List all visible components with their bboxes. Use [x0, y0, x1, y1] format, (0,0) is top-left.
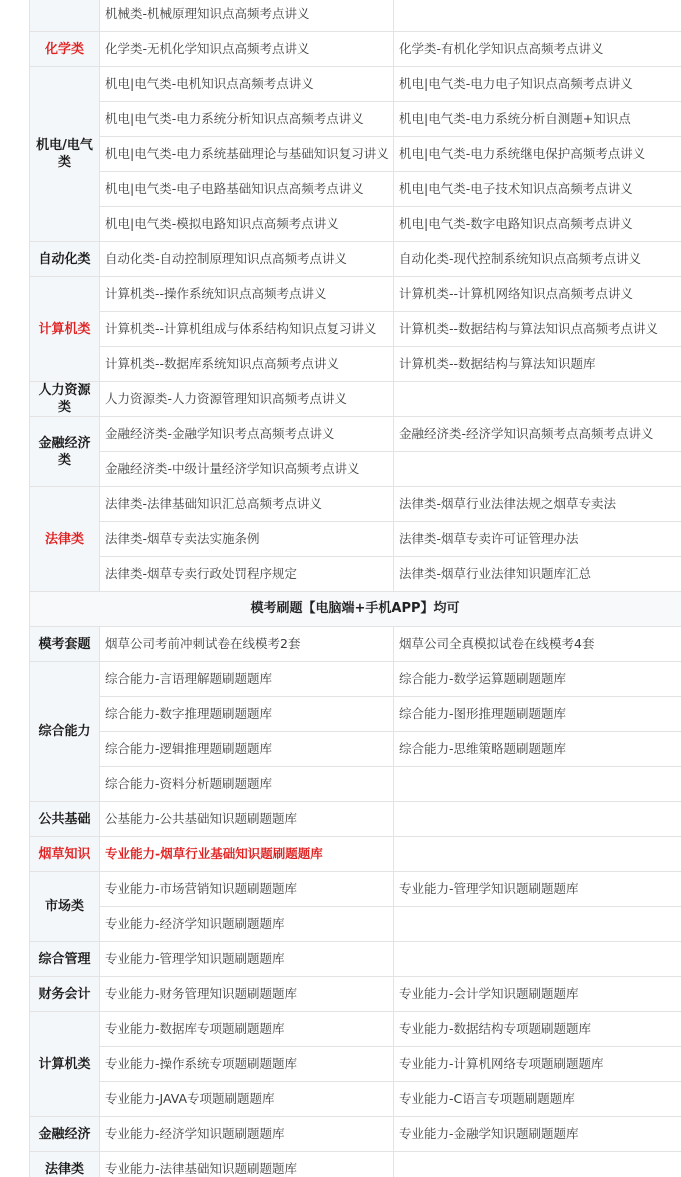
table-row [30, 697, 681, 732]
course-link[interactable]: 机电|电气类-电力系统分析自测题+知识点 [394, 102, 681, 137]
table-row [30, 452, 681, 487]
table-row [30, 207, 681, 242]
category-cell: 公共基础 [30, 802, 100, 837]
course-link[interactable]: 专业能力-管理学知识题刷题题库 [394, 872, 681, 907]
course-link[interactable]: 综合能力-数字推理题刷题题库 [100, 697, 394, 732]
table-row [30, 242, 681, 277]
course-link[interactable]: 法律类-烟草专卖法实施条例 [100, 522, 394, 557]
empty-cell [394, 942, 681, 977]
category-cell: 机电/电气类 [30, 67, 100, 242]
course-link[interactable]: 烟草公司全真模拟试卷在线模考4套 [394, 627, 681, 662]
course-link[interactable]: 综合能力-言语理解题刷题题库 [100, 662, 394, 697]
section-header-row [30, 592, 681, 627]
course-link[interactable]: 法律类-烟草专卖许可证管理办法 [394, 522, 681, 557]
course-link[interactable]: 专业能力-数据库专项题刷题题库 [100, 1012, 394, 1047]
category-cell: 模考套题 [30, 627, 100, 662]
category-cell: 人力资源类 [30, 382, 100, 417]
course-link[interactable]: 化学类-无机化学知识点高频考点讲义 [100, 32, 394, 67]
table-row [30, 1117, 681, 1152]
course-link[interactable]: 计算机类--数据库系统知识点高频考点讲义 [100, 347, 394, 382]
course-link[interactable]: 专业能力-财务管理知识题刷题题库 [100, 977, 394, 1012]
course-link[interactable]: 专业能力-法律基础知识题刷题题库 [100, 1152, 394, 1177]
table-row [30, 732, 681, 767]
table-row [30, 1012, 681, 1047]
course-link[interactable]: 综合能力-思维策略题刷题题库 [394, 732, 681, 767]
table-row [30, 137, 681, 172]
course-link[interactable]: 计算机类--操作系统知识点高频考点讲义 [100, 277, 394, 312]
course-link[interactable]: 金融经济类-经济学知识高频考点高频考点讲义 [394, 417, 681, 452]
course-link[interactable]: 专业能力-C语言专项题刷题题库 [394, 1082, 681, 1117]
course-link[interactable]: 法律类-烟草专卖行政处罚程序规定 [100, 557, 394, 592]
table-row [30, 67, 681, 102]
table-row [30, 977, 681, 1012]
category-cell: 法律类 [30, 1152, 100, 1177]
table-row [30, 1082, 681, 1117]
table-row [30, 487, 681, 522]
course-link[interactable]: 烟草公司考前冲刺试卷在线模考2套 [100, 627, 394, 662]
table-row [30, 662, 681, 697]
course-link[interactable]: 专业能力-经济学知识题刷题题库 [100, 1117, 394, 1152]
course-link[interactable]: 机电|电气类-电力系统基础理论与基础知识复习讲义 [100, 137, 394, 172]
course-link[interactable]: 综合能力-逻辑推理题刷题题库 [100, 732, 394, 767]
course-link[interactable]: 机电|电气类-电力系统继电保护高频考点讲义 [394, 137, 681, 172]
course-link[interactable]: 人力资源类-人力资源管理知识高频考点讲义 [100, 382, 394, 417]
course-link[interactable]: 化学类-有机化学知识点高频考点讲义 [394, 32, 681, 67]
course-link[interactable]: 机电|电气类-电力电子知识点高频考点讲义 [394, 67, 681, 102]
table-row [30, 767, 681, 802]
course-link[interactable]: 专业能力-烟草行业基础知识题刷题题库 [100, 837, 394, 872]
category-cell: 综合管理 [30, 942, 100, 977]
table-row [30, 1047, 681, 1082]
course-link[interactable]: 专业能力-计算机网络专项题刷题题库 [394, 1047, 681, 1082]
category-cell: 烟草知识 [30, 837, 100, 872]
course-link[interactable]: 金融经济类-中级计量经济学知识高频考点讲义 [100, 452, 394, 487]
table-row [30, 347, 681, 382]
course-link[interactable]: 计算机类--数据结构与算法知识题库 [394, 347, 681, 382]
category-cell: 计算机类 [30, 1012, 100, 1117]
course-link[interactable]: 机械类-机械原理知识点高频考点讲义 [100, 0, 394, 32]
table-row [30, 102, 681, 137]
category-cell: 财务会计 [30, 977, 100, 1012]
course-link[interactable]: 专业能力-操作系统专项题刷题题库 [100, 1047, 394, 1082]
empty-cell [394, 767, 681, 802]
empty-cell [394, 1152, 681, 1177]
table-row [30, 522, 681, 557]
table-row [30, 837, 681, 872]
empty-cell [394, 452, 681, 487]
section-title: 模考刷题【电脑端+手机APP】均可 [30, 592, 681, 627]
table-row [30, 907, 681, 942]
table-row [30, 872, 681, 907]
table-row [30, 802, 681, 837]
empty-cell [394, 802, 681, 837]
course-link[interactable]: 法律类-烟草行业法律知识题库汇总 [394, 557, 681, 592]
course-link[interactable]: 机电|电气类-电力系统分析知识点高频考点讲义 [100, 102, 394, 137]
course-link[interactable]: 公基能力-公共基础知识题刷题题库 [100, 802, 394, 837]
category-cell: 化学类 [30, 32, 100, 67]
category-cell: 金融经济类 [30, 417, 100, 487]
empty-cell [394, 907, 681, 942]
table-row [30, 627, 681, 662]
table-row [30, 277, 681, 312]
course-link[interactable]: 专业能力-市场营销知识题刷题题库 [100, 872, 394, 907]
category-cell [30, 0, 100, 32]
table-row [30, 32, 681, 67]
empty-cell [394, 837, 681, 872]
table-row [30, 382, 681, 417]
course-link[interactable]: 专业能力-数据结构专项题刷题题库 [394, 1012, 681, 1047]
category-cell: 法律类 [30, 487, 100, 592]
course-table [29, 0, 681, 1177]
category-cell: 计算机类 [30, 277, 100, 382]
course-link[interactable]: 综合能力-数学运算题刷题题库 [394, 662, 681, 697]
course-link[interactable]: 计算机类--计算机组成与体系结构知识点复习讲义 [100, 312, 394, 347]
course-link[interactable]: 机电|电气类-模拟电路知识点高频考点讲义 [100, 207, 394, 242]
category-cell: 市场类 [30, 872, 100, 942]
course-link[interactable]: 综合能力-图形推理题刷题题库 [394, 697, 681, 732]
course-link[interactable]: 机电|电气类-电子技术知识点高频考点讲义 [394, 172, 681, 207]
category-cell: 自动化类 [30, 242, 100, 277]
course-link[interactable]: 专业能力-管理学知识题刷题题库 [100, 942, 394, 977]
empty-cell [394, 382, 681, 417]
course-link[interactable]: 专业能力-金融学知识题刷题题库 [394, 1117, 681, 1152]
course-link[interactable]: 专业能力-JAVA专项题刷题题库 [100, 1082, 394, 1117]
course-link[interactable]: 机电|电气类-数字电路知识点高频考点讲义 [394, 207, 681, 242]
course-link[interactable]: 机电|电气类-电子电路基础知识点高频考点讲义 [100, 172, 394, 207]
table-row [30, 417, 681, 452]
course-link[interactable]: 专业能力-会计学知识题刷题题库 [394, 977, 681, 1012]
table-row [30, 557, 681, 592]
table-row [30, 1152, 681, 1177]
empty-cell [394, 0, 681, 32]
category-cell: 综合能力 [30, 662, 100, 802]
category-cell: 金融经济 [30, 1117, 100, 1152]
course-link[interactable]: 计算机类--计算机网络知识点高频考点讲义 [394, 277, 681, 312]
course-link[interactable]: 专业能力-经济学知识题刷题题库 [100, 907, 394, 942]
course-link[interactable]: 法律类-烟草行业法律法规之烟草专卖法 [394, 487, 681, 522]
table-row [30, 942, 681, 977]
table-row [30, 172, 681, 207]
course-link[interactable]: 自动化类-自动控制原理知识点高频考点讲义 [100, 242, 394, 277]
course-link[interactable]: 自动化类-现代控制系统知识点高频考点讲义 [394, 242, 681, 277]
course-link[interactable]: 金融经济类-金融学知识考点高频考点讲义 [100, 417, 394, 452]
course-link[interactable]: 综合能力-资料分析题刷题题库 [100, 767, 394, 802]
course-link[interactable]: 机电|电气类-电机知识点高频考点讲义 [100, 67, 394, 102]
table-row [30, 312, 681, 347]
table-row [30, 0, 681, 32]
course-link[interactable]: 计算机类--数据结构与算法知识点高频考点讲义 [394, 312, 681, 347]
course-link[interactable]: 法律类-法律基础知识汇总高频考点讲义 [100, 487, 394, 522]
